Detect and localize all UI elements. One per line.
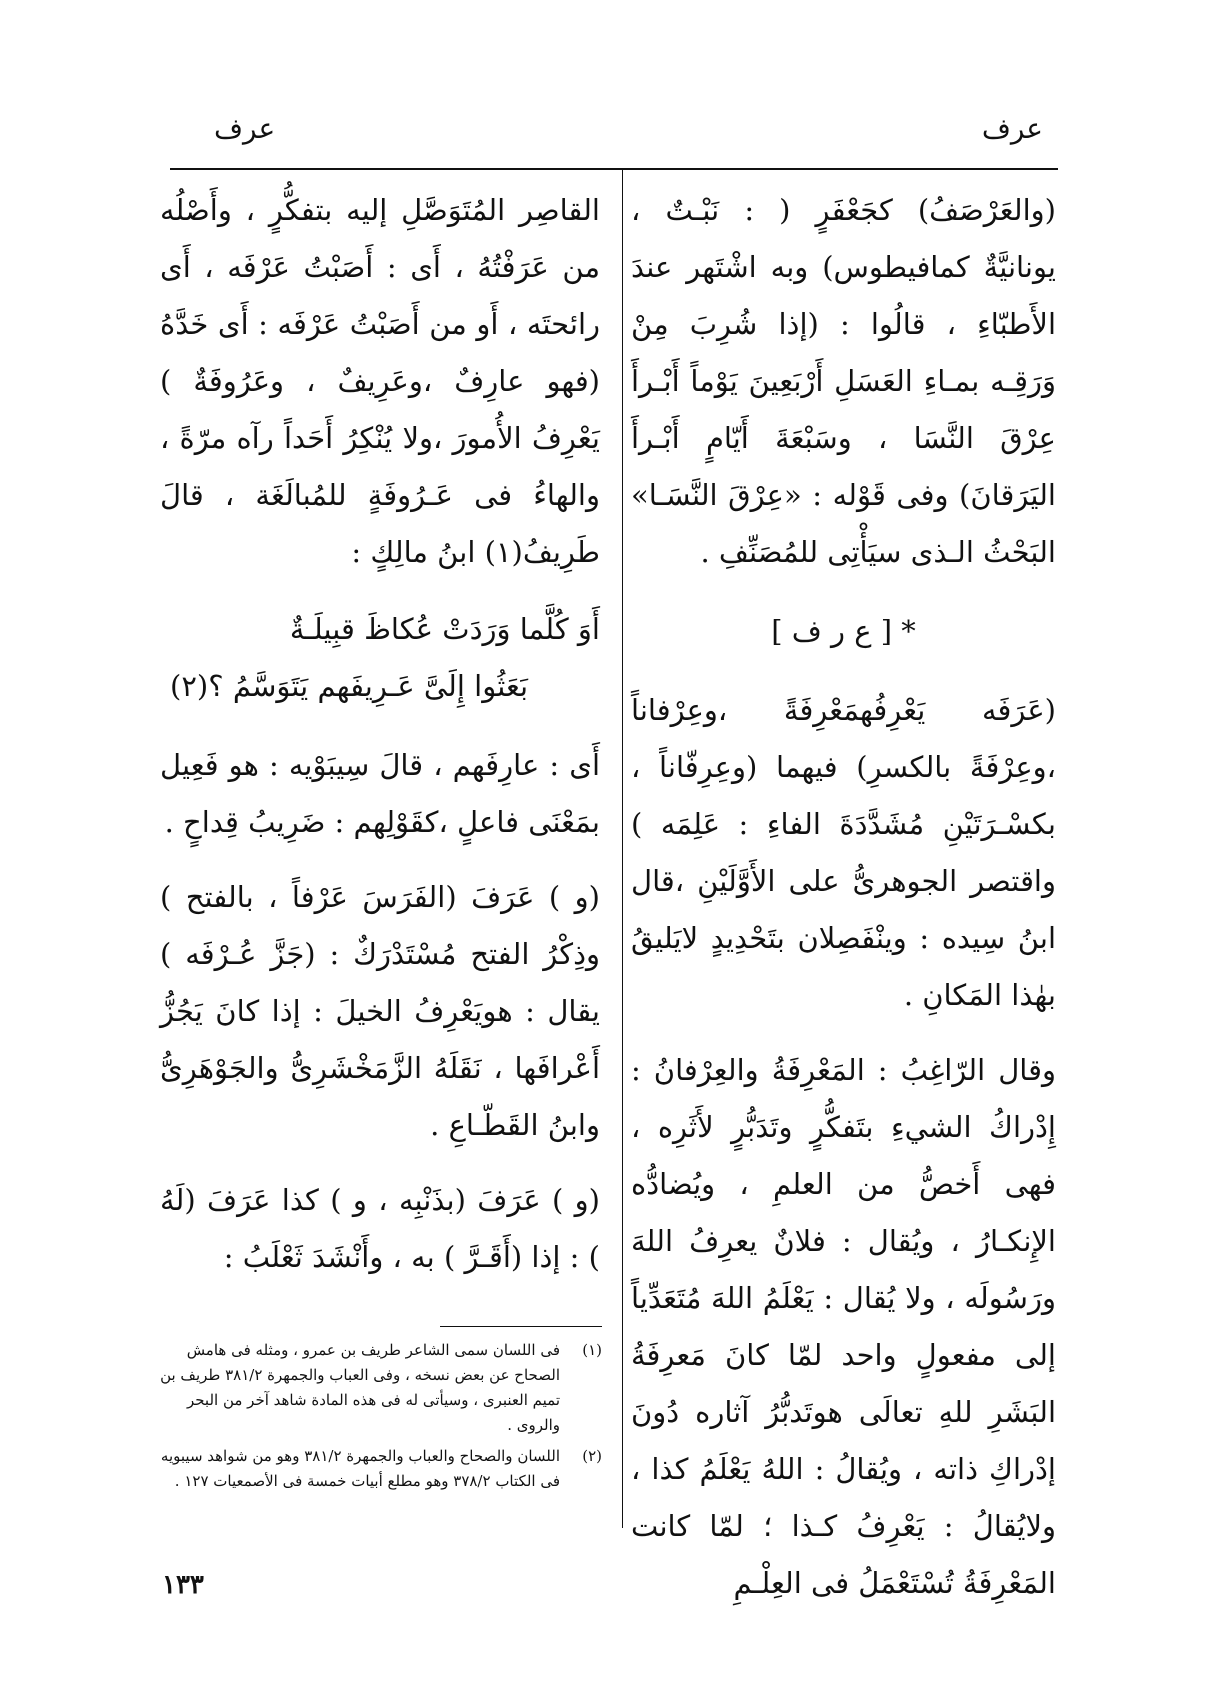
entry-paragraph-faras: (و ) عَرَفَ (الفَرَسَ عَرْفاً ، بالفتح ) وذِكْرُ الفتح مُسْتَدْرَكٌ : (جَزَّ عُـرْفَه ) يقال : هويَعْرِفُ الخيلَ : إذا كانَ يَجُزُّ أَعْرافَها ، نَقَلَهُ الزَّمَخْشَرِىُّ والجَوْهَرِىُّ وابنُ القَطّـاعِ .	[160, 880, 600, 1142]
footnotes	[160, 1338, 602, 1500]
poetry-verse	[160, 601, 600, 715]
entry-paragraph-qasir: القاصِر المُتَوَصَّلِ إليه بتفكُّرٍ ، وأَصْلُه من عَرَفْتُهُ ، أَى : أَصَبْتُ عَرْفَه ، أَى رائحتَه ، أَو من أَصَبْتُ عَرْفَه : أَى خَدَّهُ (فهو عارِفٌ ،وعَرِيفٌ ، وعَرُوفَةٌ ) يَعْرِفُ الأُمورَ ،ولا يُنْكِرُ أَحَداً رآه مرّةً ، والهاءُ فى عَـرُوفَةٍ للمُبالَغَة ، قالَ طَرِيفُ(١) ابنُ مالِكٍ :	[160, 193, 600, 569]
footnote-number: (١)	[582, 1341, 602, 1359]
footnote-2	[160, 1444, 602, 1494]
column-divider	[622, 168, 623, 1528]
verse-second-hemistich: بَعَثُوا إِلَىَّ عَـرِيفَهم يَتَوَسَّمُ ؟(٢)	[170, 669, 529, 703]
footnote-number: (٢)	[582, 1447, 602, 1465]
footnote-rule	[440, 1326, 602, 1327]
entry-paragraph-bidhanbihi: (و ) عَرَفَ (بذَنْبِه ، و ) كذا عَرَفَ (لَهُ ) : إذا (أَقَـرَّ ) به ، وأَنْشَدَ ثَعْلَبُ :	[160, 1183, 600, 1274]
entry-heading-ayn-ra-fa: * [ ع ر ف ]	[771, 614, 916, 648]
entry-paragraph-arafahu: (عَرَفَه يَعْرِفُهمَعْرِفَةً ،وعِرْفاناً ،وعِرْفَةً بالكسرِ) فيهما (وعِرِفّاناً ، بكسْـرَتَيْنِ مُشَدَّدَةَ الفاءِ : عَلِمَه ) واقتصر الجوهرىُّ على الأَوَّلَيْنِ ،قال ابنُ سِيده : وينْفَصِلان بتَحْدِيدٍ لايَليقُ بهٰذا المَكانِ .	[631, 693, 1056, 1012]
footnote-text: اللسان والصحاح والعباب والجمهرة ٣٨١/٢ وهو من شواهد سيبويه فى الكتاب ٣٧٨/٢ وهو مطلع أبيات خمسة فى الأصمعيات ١٢٧ .	[160, 1447, 560, 1490]
right-column	[631, 182, 1056, 1630]
entry-paragraph-arifahum: أَى : عارِفَهم ، قالَ سِيبَوْيه : هو فَعِيل بمَعْنَى فاعلٍ ،كقَوْلِهم : ضَرِيبُ قِداحٍ .	[160, 748, 600, 839]
footnote-text: فى اللسان سمى الشاعر طريف بن عمرو ، ومثله فى هامش الصحاح عن بعض نسخه ، وفى العباب والجمهرة ٣٨١/٢ طريف بن تميم العنبرى ، وسيأتى له فى هذه المادة شاهد آخر من البحر والروى .	[160, 1341, 560, 1434]
page-number: ١٣٣	[162, 1570, 204, 1600]
left-column	[160, 182, 600, 1304]
running-header-right: عرف	[981, 112, 1043, 145]
footnote-1	[160, 1338, 602, 1438]
entry-paragraph-raghib: وقال الرّاغِبُ : المَعْرِفَةُ والعِرْفانُ : إِدْراكُ الشيءِ بتَفكُّرٍ وتَدَبُّرٍ لأَثَرِه ، فهى أَخصُّ من العلمِ ، ويُضادُّه الإِنكـارُ ، ويُقال : فلانٌ يعرِفُ اللهَ ورَسُولَه ، ولا يُقال : يَعْلَمُ اللهَ مُتَعَدِّياً إلى مفعولٍ واحد لمّا كانَ مَعرِفَةُ البَشَرِ للهِ تعالَى هوتَدبُّرُ آثاره دُونَ إدْراكِ ذاته ، ويُقالُ : اللهُ يَعْلَمُ كذا ، ولايُقالُ : يَعْرِفُ كـذا ؛ لمّا كانت المَعْرِفَةُ تُسْتَعْمَلُ فى العِلْـمِ	[631, 1053, 1056, 1600]
running-header-left: عرف	[214, 112, 276, 145]
header-rule	[170, 168, 1058, 170]
verse-first-hemistich: أَوَ كُلَّما وَرَدَتْ عُكاظَ قبِيلَـةٌ	[289, 612, 600, 646]
entry-paragraph-arsaf: (والعَرْصَفُ) كجَعْفَرٍ ( : نَبْـتٌ ، يونانيَّةٌ كمافيطوس) وبه اشْتَهر عندَ الأَطبّاءِ ، قالُوا : (إذا شُرِبَ مِنْ وَرَقِـه بمـاءِ العَسَلِ أَرْبَعِينَ يَوْماً أَبْـرأَ عِرْقَ النَّسَا ، وسَبْعَةَ أَيّامٍ أَبْـرأَ اليَرَقانَ) وفى قَوْله : «عِرْقَ النَّسَـا» البَحْثُ الـذى سيَأْتِى للمُصَنِّفِ .	[631, 193, 1056, 569]
